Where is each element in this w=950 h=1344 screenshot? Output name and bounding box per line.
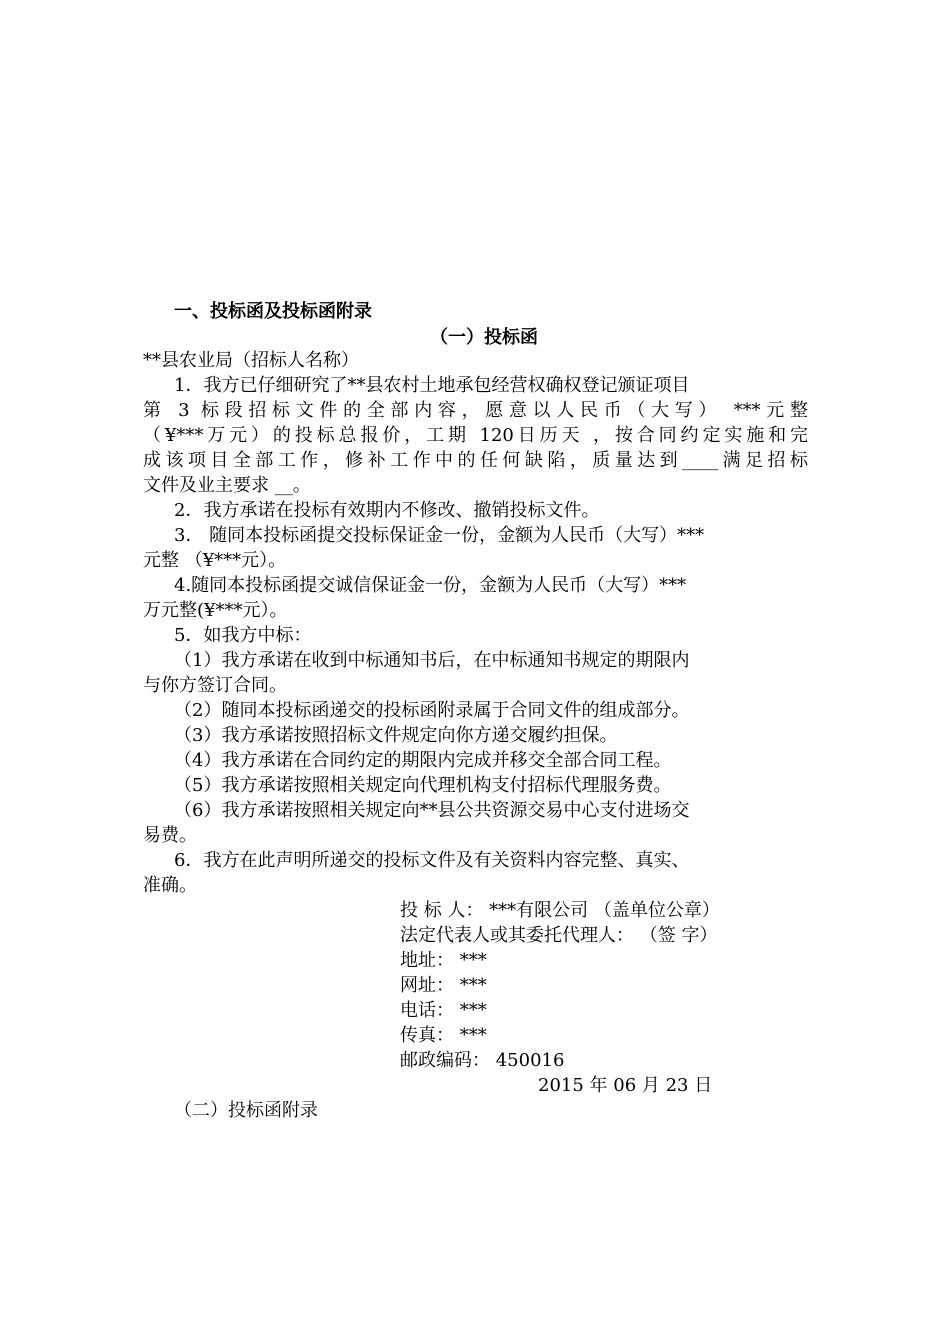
signature-website: 网址： *** <box>400 975 487 996</box>
item5-sub2: （2）随同本投标函递交的投标函附录属于合同文件的组成部分。 <box>174 700 690 721</box>
item4-line2: 万元整(¥***元）。 <box>143 600 288 621</box>
subsection-title: （一）投标函 <box>430 327 538 348</box>
item1-line4: 成该项目全部工作，修补工作中的任何缺陷，质量达到____满足招标 <box>143 450 808 471</box>
item1-line3: （¥***万元）的投标总报价，工期 120日历天 ，按合同约定实施和完 <box>143 425 808 446</box>
item5-intro: 5．如我方中标： <box>174 625 312 646</box>
signature-fax: 传真： *** <box>400 1025 487 1046</box>
item1-line5: 文件及业主要求 __。 <box>143 475 311 496</box>
item5-sub5: （5）我方承诺按照相关规定向代理机构支付招标代理服务费。 <box>174 775 672 796</box>
section-title: 一、投标函及投标函附录 <box>174 301 372 322</box>
item6-line2: 准确。 <box>143 875 197 896</box>
signature-address: 地址： *** <box>400 950 487 971</box>
signature-representative: 法定代表人或其委托代理人： （签 字） <box>400 925 718 946</box>
item5-sub3: （3）我方承诺按照招标文件规定向你方递交履约担保。 <box>174 725 618 746</box>
signature-phone: 电话： *** <box>400 1000 487 1021</box>
item2-line: 2．我方承诺在投标有效期内不修改、撤销投标文件。 <box>174 500 600 521</box>
item1-line1: 1．我方已仔细研究了**县农村土地承包经营权确权登记颁证项目 <box>174 375 690 396</box>
appendix-title: （二）投标函附录 <box>174 1100 318 1121</box>
item5-sub6-line2: 易费。 <box>143 825 197 846</box>
item6-line1: 6．我方在此声明所递交的投标文件及有关资料内容完整、真实、 <box>174 850 690 871</box>
item1-line2: 第 3 标段招标文件的全部内容，愿意以人民币（大写） ***元整 <box>143 400 808 421</box>
item5-sub1-line2: 与你方签订合同。 <box>143 675 287 696</box>
signature-bidder: 投 标 人： ***有限公司 （盖单位公章） <box>400 900 720 921</box>
item5-sub6-line1: （6）我方承诺按照相关规定向**县公共资源交易中心支付进场交 <box>174 800 690 821</box>
recipient-line: **县农业局（招标人名称） <box>143 350 359 371</box>
item5-sub1-line1: （1）我方承诺在收到中标通知书后，在中标通知书规定的期限内 <box>174 650 690 671</box>
signature-date: 2015 年 06 月 23 日 <box>538 1075 713 1096</box>
item3-line2: 元整 （¥***元）。 <box>143 550 287 571</box>
item4-line1: 4.随同本投标函提交诚信保证金一份，金额为人民币（大写）*** <box>174 575 687 596</box>
item3-line1: 3． 随同本投标函提交投标保证金一份，金额为人民币（大写）*** <box>174 525 705 546</box>
signature-postcode: 邮政编码： 450016 <box>400 1050 565 1071</box>
item5-sub4: （4）我方承诺在合同约定的期限内完成并移交全部合同工程。 <box>174 750 672 771</box>
